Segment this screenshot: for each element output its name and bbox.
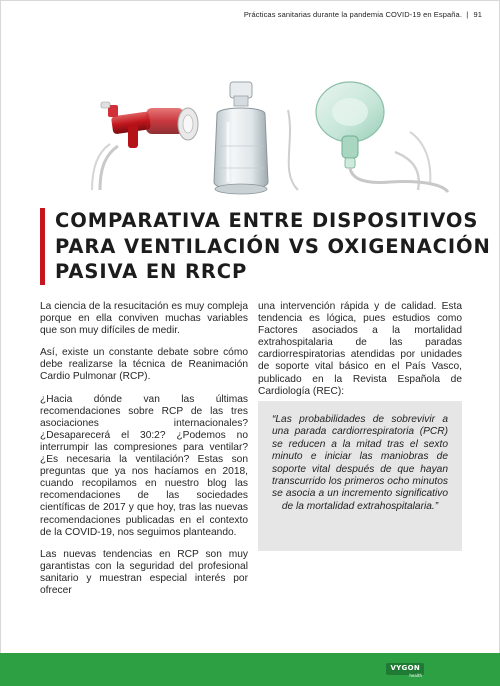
left-column [40, 301, 248, 607]
page-number: 91 [473, 10, 482, 19]
continuation-paragraph: una intervención rápida y de calidad. Esta tendencia es lógica, pues estudios como Factores asociados a la mortalidad extrahospitalaria de las paradas cardiorrespiratorias atendidas por unidades de soporte vital básico en el País Vasco, publicado en la Revista Española de Cardiología (REC): [258, 301, 462, 397]
running-title: Prácticas sanitarias durante la pandemia COVID-19 en España. [243, 10, 463, 19]
debate-paragraph: Así, existe un constante debate sobre cómo debe realizarse la técnica de Reanimación Cardio Pulmonar (RCP). [40, 347, 248, 383]
questions-paragraph: ¿Hacia dónde van las últimas recomendaciones sobre RCP de las tres asociaciones internacionales? ¿Desaparecerá el 30:2? ¿Podemos no interrumpir las compresiones para ventilar? ¿Es necesaria la ventilación? Estas son preguntas que ya nos hacíamos en 2018, cuando recopilamos en nuestro blog las recomendaciones de las sociedades científicas de 2017 y que hoy, tras las nuevas recomendaciones publicadas en el contexto de la COVID-19, nos seguimos planteando. [40, 393, 248, 538]
trends-paragraph: Las nuevas tendencias en RCP son muy garantistas con la seguridad del profesional sanitario y muestran especial interés por ofrecer [40, 548, 248, 596]
resuscitator-bag-icon [214, 82, 268, 194]
right-column [258, 301, 462, 408]
logo-text: VYGON [390, 664, 420, 672]
oxygen-mask-icon [288, 82, 448, 192]
footer-band [0, 653, 500, 686]
vygon-logo [386, 663, 424, 678]
intro-paragraph: La ciencia de la resucitación es muy compleja porque en ella conviven muchas variables que son muy difíciles de medir. [40, 301, 248, 337]
header-separator: | [466, 10, 469, 19]
ventilation-valve-icon [92, 102, 198, 190]
running-header [244, 10, 482, 19]
medical-devices-image [70, 72, 450, 197]
pull-quote-text: “Las probabilidades de sobrevivir a una parada cardiorrespiratoria (PCR) se reducen a la mitad tras el sexto minuto e iniciar las maniobras de soporte vital después de que hayan transcurrido los primeros ocho minutos se asocia a un incremento significativo de la mortalidad extrahospitalaria.” [272, 414, 448, 512]
article-title-block [40, 208, 495, 285]
article-title: COMPARATIVA ENTRE DISPOSITIVOS PARA VENTILACIÓN VS OXIGENACIÓN PASIVA EN RRCP [55, 209, 491, 283]
pull-quote-box [258, 401, 462, 551]
logo-subtext: health [409, 673, 422, 678]
